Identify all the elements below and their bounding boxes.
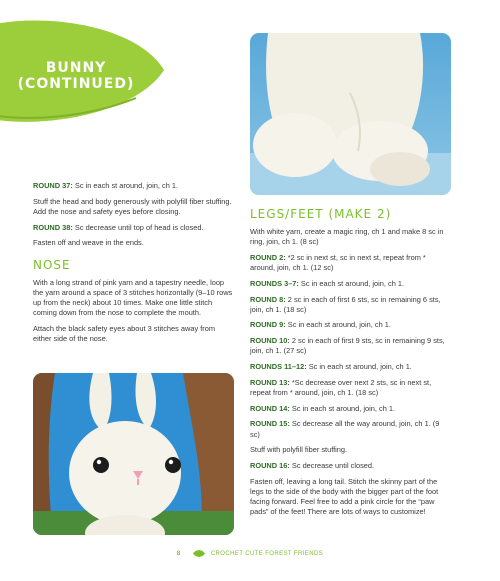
step-text: 2 sc in each of first 6 sts, sc in remaining 6 sts, join, ch 1. (18 sc) [250,294,441,314]
round-label: ROUND 13: [250,377,290,387]
round-label: ROUND 14: [250,403,290,413]
pattern-step [250,295,450,315]
page-footer [0,550,500,557]
step-text: Stuff the head and body generously with polyfill fiber stuffing. Add the nose and safety eyes before closing. [33,196,232,216]
pattern-step [250,362,450,372]
pattern-step [250,477,450,518]
step-text: 2 sc in each of first 9 sts, sc in remaining 9 sts, join, ch 1. (27 sc) [250,336,445,356]
book-title: CROCHET CUTE FOREST FRIENDS [210,551,324,558]
pattern-step [250,253,450,273]
pattern-step [33,223,233,233]
leaf-icon [193,550,205,557]
pattern-step [250,404,450,414]
step-text: Sc decrease until closed. [289,460,375,470]
step-text: Attach the black safety eyes about 3 stitches away from either side of the nose. [33,323,215,344]
round-label: ROUND 2: [250,252,286,262]
pattern-step [250,378,450,398]
round-label: ROUND 16: [250,460,290,470]
section-heading-nose: NOSE [33,257,71,272]
pattern-step [250,445,450,455]
round-label: ROUNDS 11–12: [250,362,307,372]
step-text: With white yarn, create a magic ring, ch 1 and make 8 sc in ring, join, ch 1. (8 sc) [250,227,444,247]
round-label: ROUND 8: [250,294,286,304]
pattern-step [250,419,450,439]
round-label: ROUND 37: [33,181,73,190]
round-label: ROUND 9: [250,320,286,330]
step-text: With a long strand of pink yarn and a tapestry needle, loop the yarn around a space of 3 stitches horizontally (9–10 rows up from the neck) about 10 times. Make one little stitch coming down from the nose to complete the mouth. [33,277,233,318]
pattern-step [250,461,450,471]
round-label: ROUND 10: [250,336,290,346]
section-heading-legs: LEGS/FEET (MAKE 2) [250,207,392,221]
pattern-step [250,227,450,247]
step-text: Sc decrease until top of head is closed. [72,222,204,232]
step-text: *Sc decrease over next 2 sts, sc in next st, repeat from * around, join, ch 1. (18 sc) [250,377,432,397]
pattern-step [250,279,450,289]
round-label: ROUND 15: [250,419,290,429]
left-column [33,181,233,350]
page-number: 8 [176,551,181,558]
page-title [0,60,152,92]
step-text: Stuff with polyfill fiber stuffing. [250,445,348,455]
round-label: ROUND 38: [33,222,73,232]
step-text: Sc in each st around, join, ch 1. [285,320,391,330]
pattern-step [33,324,233,344]
page-title-line2: (CONTINUED) [17,76,135,92]
step-text: Sc in each st around, join, ch 1. [298,278,405,288]
pattern-step [250,336,450,356]
right-column [250,207,450,523]
bunny-legs-photo [250,33,451,195]
step-text: Fasten off and weave in the ends. [33,238,144,248]
pattern-step [33,278,233,319]
step-text: Sc in each st around, join, ch 1. [72,181,179,190]
pattern-step [250,320,450,330]
pattern-step [33,197,233,217]
step-text: Sc in each st around, join, ch 1. [306,362,412,372]
step-text: *2 sc in next st, sc in next st, repeat from * around, join, ch 1. (12 sc) [250,252,426,273]
step-text: Fasten off, leaving a long tail. Stitch the skinny part of the legs to the side of the body with the bigger part of the foot facing forward. Feel free to add a pink circle for the “paw pads” of the feet! There are lots of ways to customize! [250,476,439,517]
step-text: Sc decrease all the way around, join, ch 1. (9 sc) [250,419,440,439]
round-label: ROUNDS 3–7: [250,278,299,288]
bunny-head-photo [33,373,234,535]
pattern-step [33,181,233,191]
pattern-step [33,238,233,248]
page-title-line1: BUNNY [45,60,107,76]
step-text: Sc in each st around, join, ch 1. [289,403,396,413]
